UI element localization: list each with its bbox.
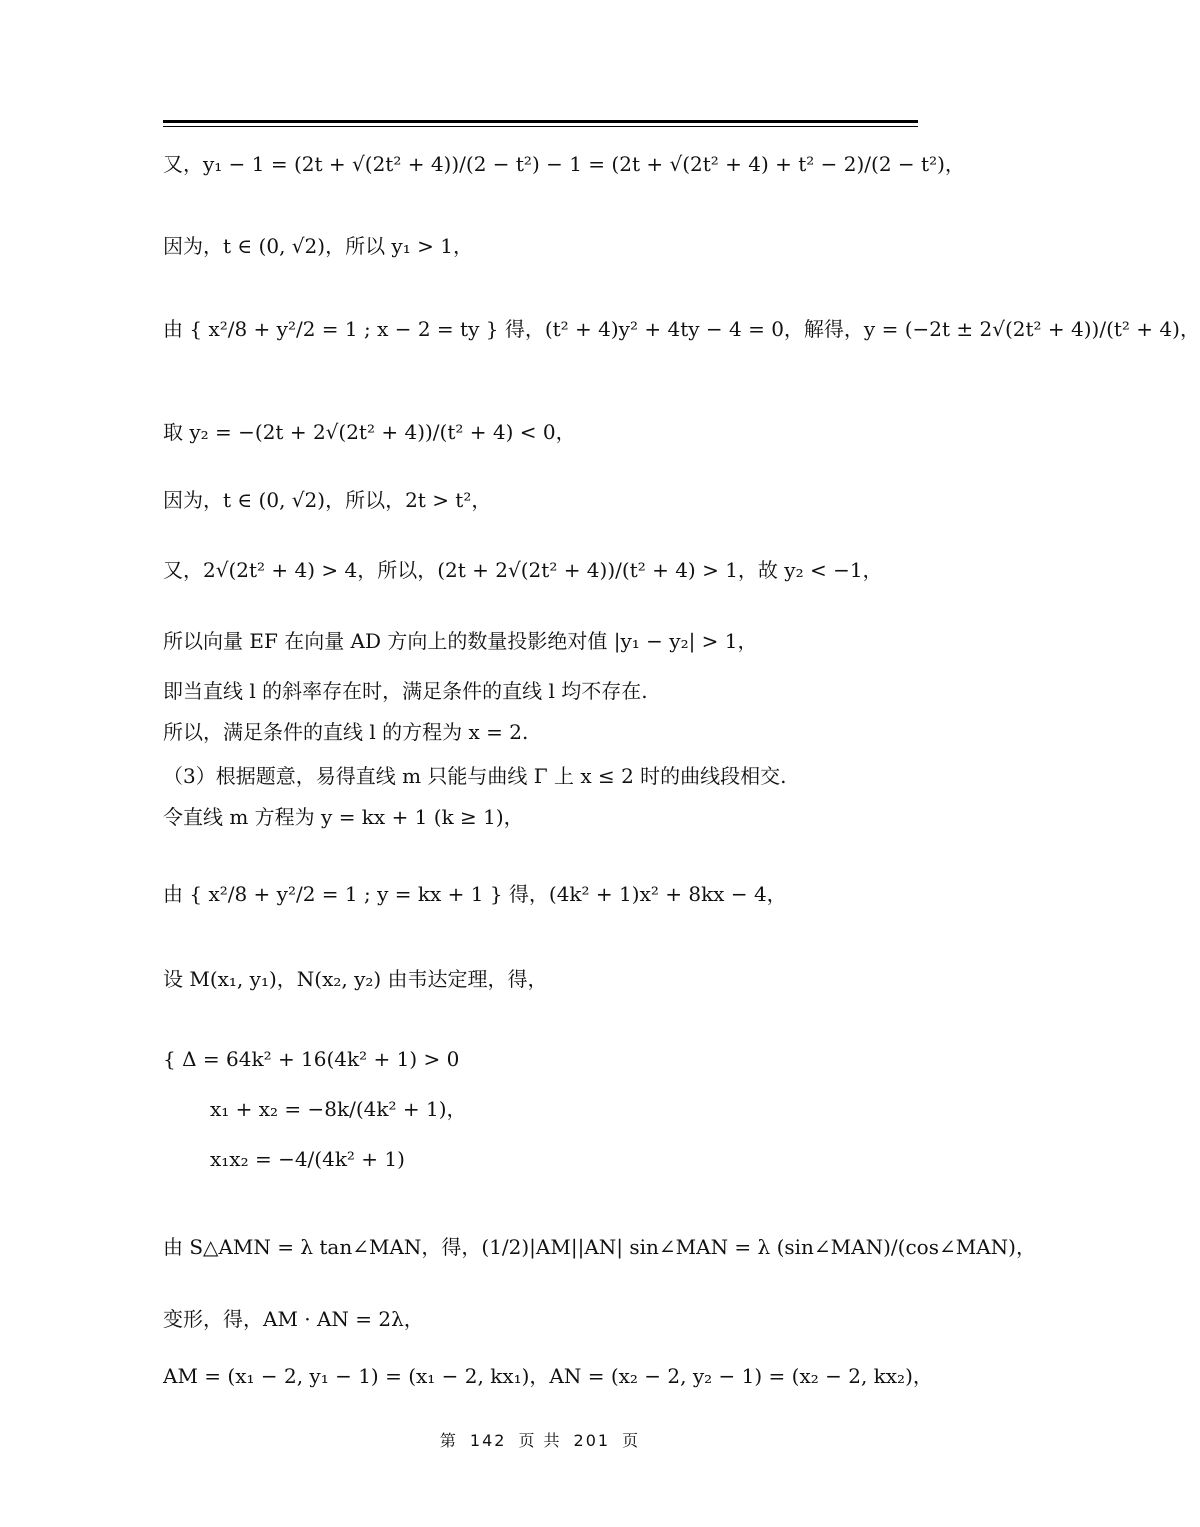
text-line: 设 M(x₁, y₁)，N(x₂, y₂) 由韦达定理，得，	[163, 967, 548, 991]
header-rule-thin	[163, 126, 918, 127]
footer-prefix: 第	[439, 1431, 458, 1450]
text-line: 又，2√(2t² + 4) > 4，所以，(2t + 2√(2t² + 4))/(t² + 4) > 1，故 y₂ < −1，	[163, 558, 883, 582]
text-line: 变形，得，AM · AN = 2λ，	[163, 1307, 424, 1331]
text-line: （3）根据题意，易得直线 m 只能与曲线 Γ 上 x ≤ 2 时的曲线段相交.	[163, 764, 787, 788]
text-line: 因为，t ∈ (0, √2)，所以 y₁ > 1，	[163, 234, 473, 258]
text-line: 又，y₁ − 1 = (2t + √(2t² + 4))/(2 − t²) − 1 = (2t + √(2t² + 4) + t² − 2)/(2 − t²)，	[163, 152, 965, 176]
text-line: 由 { x²/8 + y²/2 = 1 ; x − 2 = ty } 得，(t² + 4)y² + 4ty − 4 = 0，解得，y = (−2t ± 2√(2t² + 4))/(t² + 4)，	[163, 317, 1200, 341]
footer-suffix: 页	[622, 1431, 641, 1450]
footer-total-pages: 201	[573, 1431, 611, 1450]
text-line: { Δ = 64k² + 16(4k² + 1) > 0	[163, 1047, 460, 1071]
text-line: 令直线 m 方程为 y = kx + 1 (k ≥ 1)，	[163, 805, 524, 829]
text-line: 由 { x²/8 + y²/2 = 1 ; y = kx + 1 } 得，(4k² + 1)x² + 8kx − 4，	[163, 882, 787, 906]
text-line: AM = (x₁ − 2, y₁ − 1) = (x₁ − 2, kx₁)，AN = (x₂ − 2, y₂ − 1) = (x₂ − 2, kx₂)，	[163, 1364, 933, 1388]
footer-mid: 页 共	[518, 1431, 562, 1450]
text-line: 由 S△AMN = λ tan∠MAN，得，(1/2)|AM||AN| sin∠MAN = λ (sin∠MAN)/(cos∠MAN)，	[163, 1235, 1036, 1259]
text-line: 取 y₂ = −(2t + 2√(2t² + 4))/(t² + 4) < 0，	[163, 420, 576, 444]
text-line: 因为，t ∈ (0, √2)，所以，2t > t²，	[163, 488, 492, 512]
text-line: 所以向量 EF 在向量 AD 方向上的数量投影绝对值 |y₁ − y₂| > 1，	[163, 629, 758, 653]
text-line: x₁x₂ = −4/(4k² + 1)	[210, 1147, 405, 1171]
footer-page-number: 142	[469, 1431, 507, 1450]
text-line: x₁ + x₂ = −8k/(4k² + 1)，	[210, 1097, 467, 1121]
text-line: 所以，满足条件的直线 l 的方程为 x = 2.	[163, 720, 529, 744]
text-line: 即当直线 l 的斜率存在时，满足条件的直线 l 均不存在.	[163, 679, 648, 703]
page-footer	[0, 1428, 1080, 1451]
header-rule	[163, 120, 918, 123]
